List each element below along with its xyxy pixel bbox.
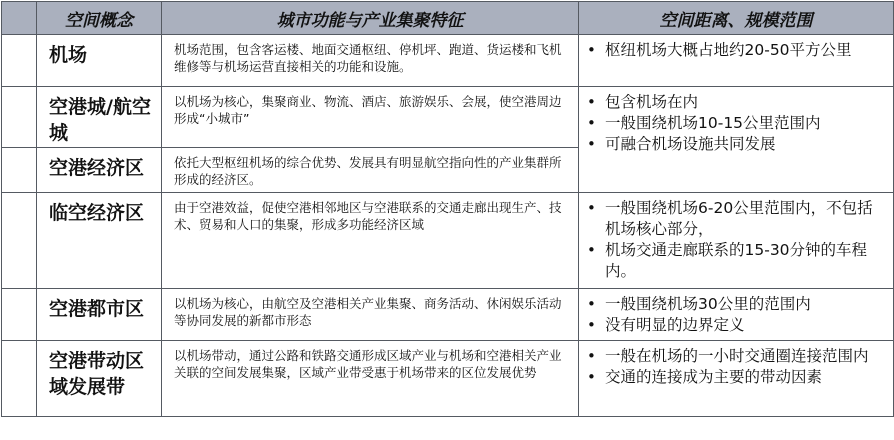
range-item: • 机场交通走廊联系的15-30分钟的车程内。 <box>585 240 887 282</box>
description-cell: 以机场为核心，由航空及空港相关产业集聚、商务活动、休闲娱乐活动等协同发展的新都市形态 <box>162 288 579 340</box>
row-blank-cell <box>2 87 37 147</box>
range-list <box>585 40 887 61</box>
description-cell: 依托大型枢纽机场的综合优势、发展具有明显航空指向性的产业集群所形成的经济区。 <box>162 147 579 192</box>
table-row <box>2 193 894 289</box>
range-cell <box>579 288 894 340</box>
range-item: • 一般围绕机场6-20公里范围内，不包括机场核心部分， <box>585 198 887 240</box>
range-list <box>585 198 887 282</box>
concept-cell: 空港城/航空城 <box>37 87 162 147</box>
concept-cell: 机场 <box>37 35 162 87</box>
range-item: • 交通的连接成为主要的带动因素 <box>585 367 887 388</box>
range-item: • 包含机场在内 <box>585 92 887 113</box>
range-item: • 枢纽机场大概占地约20-50平方公里 <box>585 40 887 61</box>
range-cell <box>579 87 894 193</box>
header-concept: 空间概念 <box>37 2 162 35</box>
range-list <box>585 294 887 336</box>
range-list <box>585 346 887 388</box>
header-range: 空间距离、规模范围 <box>579 2 894 35</box>
row-blank-cell <box>2 193 37 289</box>
row-blank-cell <box>2 288 37 340</box>
range-list <box>585 92 887 155</box>
concept-cell: 空港经济区 <box>37 147 162 192</box>
header-blank-cell <box>2 2 37 35</box>
range-item: • 一般在机场的一小时交通圈连接范围内 <box>585 346 887 367</box>
description-cell: 以机场为核心，集聚商业、物流、酒店、旅游娱乐、会展，使空港周边形成“小城市” <box>162 87 579 147</box>
table-row <box>2 341 894 417</box>
range-item: • 没有明显的边界定义 <box>585 315 887 336</box>
description-cell: 由于空港效益，促使空港相邻地区与空港联系的交通走廊出现生产、技术、贸易和人口的集聚，形成多功能经济区域 <box>162 193 579 289</box>
range-cell <box>579 341 894 417</box>
header-function: 城市功能与产业集聚特征 <box>162 2 579 35</box>
range-item: • 可融合机场设施共同发展 <box>585 134 887 155</box>
row-blank-cell <box>2 341 37 417</box>
table-row <box>2 288 894 340</box>
range-cell <box>579 35 894 87</box>
table-row <box>2 35 894 87</box>
description-cell: 机场范围，包含客运楼、地面交通枢纽、停机坪、跑道、货运楼和飞机维修等与机场运营直接相关的功能和设施。 <box>162 35 579 87</box>
row-blank-cell <box>2 147 37 192</box>
airport-space-concepts-table <box>1 1 894 417</box>
range-item: • 一般围绕机场30公里的范围内 <box>585 294 887 315</box>
concept-cell: 空港带动区域发展带 <box>37 341 162 417</box>
concept-cell: 空港都市区 <box>37 288 162 340</box>
description-cell: 以机场带动，通过公路和铁路交通形成区域产业与机场和空港相关产业关联的空间发展集聚，区域产业带受惠于机场带来的区位发展优势 <box>162 341 579 417</box>
table-header-row <box>2 2 894 35</box>
range-cell <box>579 193 894 289</box>
concept-cell: 临空经济区 <box>37 193 162 289</box>
range-item: • 一般围绕机场10-15公里范围内 <box>585 113 887 134</box>
row-blank-cell <box>2 35 37 87</box>
table-row <box>2 87 894 147</box>
